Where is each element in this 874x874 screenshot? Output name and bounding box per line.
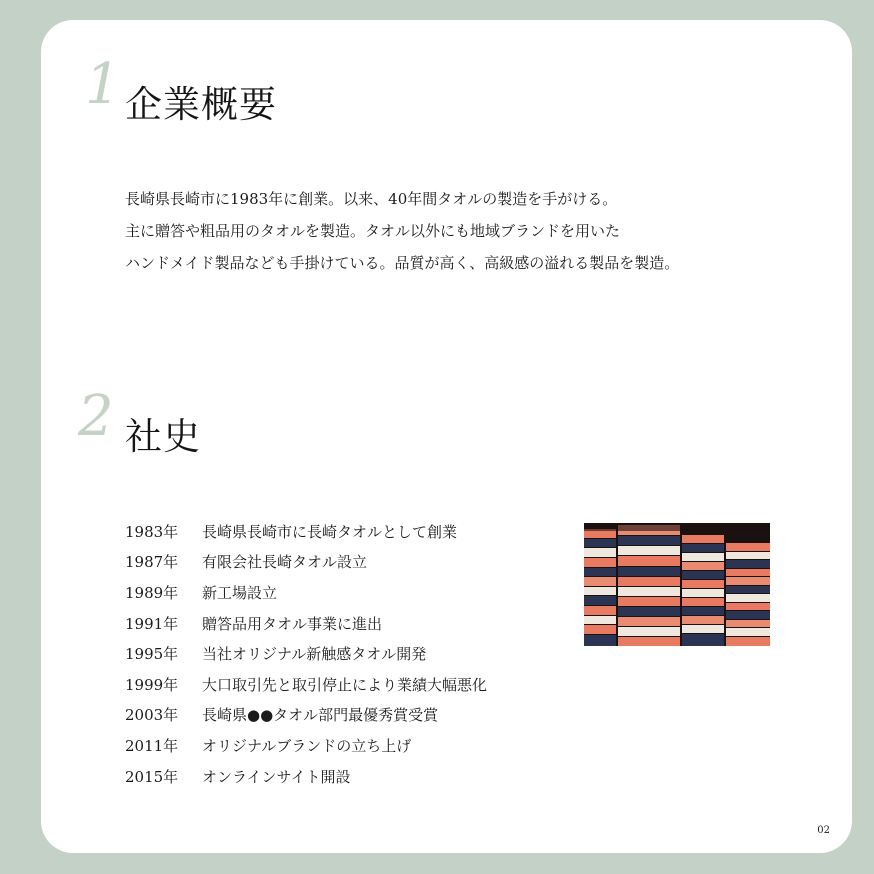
overview-line: ハンドメイド製品なども手掛けている。品質が高く、高級感の溢れる製品を製造。	[125, 254, 680, 272]
history-event: 新工場設立	[202, 583, 278, 602]
history-row	[125, 669, 605, 700]
overview-line: 長崎県長崎市に1983年に創業。以来、40年間タオルの製造を手がける。	[125, 190, 618, 208]
towel-stacks-illustration	[584, 523, 770, 646]
stacked-towels-photo	[584, 523, 770, 646]
history-event: 当社オリジナル新触感タオル開発	[202, 645, 427, 664]
history-row	[125, 730, 605, 761]
history-row	[125, 608, 605, 639]
history-year: 2003年	[125, 706, 179, 725]
history-year: 1983年	[125, 522, 179, 541]
company-overview-text	[125, 183, 785, 279]
history-event: 長崎県●●タオル部門最優秀賞受賞	[202, 706, 439, 725]
document-page	[41, 20, 852, 853]
history-event: オリジナルブランドの立ち上げ	[202, 736, 412, 755]
history-row	[125, 700, 605, 731]
section-title-company-overview: 企業概要	[125, 83, 277, 126]
history-event: 贈答品用タオル事業に進出	[202, 614, 383, 633]
history-event: 有限会社長崎タオル設立	[202, 553, 368, 572]
history-event: 長崎県長崎市に長崎タオルとして創業	[202, 522, 458, 541]
history-row	[125, 638, 605, 669]
history-event: オンラインサイト開設	[202, 767, 351, 786]
history-row	[125, 516, 605, 547]
history-year: 1989年	[125, 583, 179, 602]
history-list	[125, 516, 605, 791]
history-year: 2011年	[125, 736, 179, 755]
history-row	[125, 761, 605, 792]
history-year: 1991年	[125, 614, 179, 633]
section-number-2: 2	[78, 384, 114, 449]
history-row	[125, 577, 605, 608]
history-year: 2015年	[125, 767, 179, 786]
history-event: 大口取引先と取引停止により業績大幅悪化	[202, 675, 488, 694]
section-number-1: 1	[85, 52, 121, 117]
section-title-company-history: 社史	[125, 415, 201, 458]
history-row	[125, 547, 605, 578]
history-year: 1987年	[125, 553, 179, 572]
page-number: 02	[817, 825, 830, 836]
overview-line: 主に贈答や粗品用のタオルを製造。タオル以外にも地域ブランドを用いた	[125, 222, 621, 240]
history-year: 1995年	[125, 645, 179, 664]
history-year: 1999年	[125, 675, 179, 694]
